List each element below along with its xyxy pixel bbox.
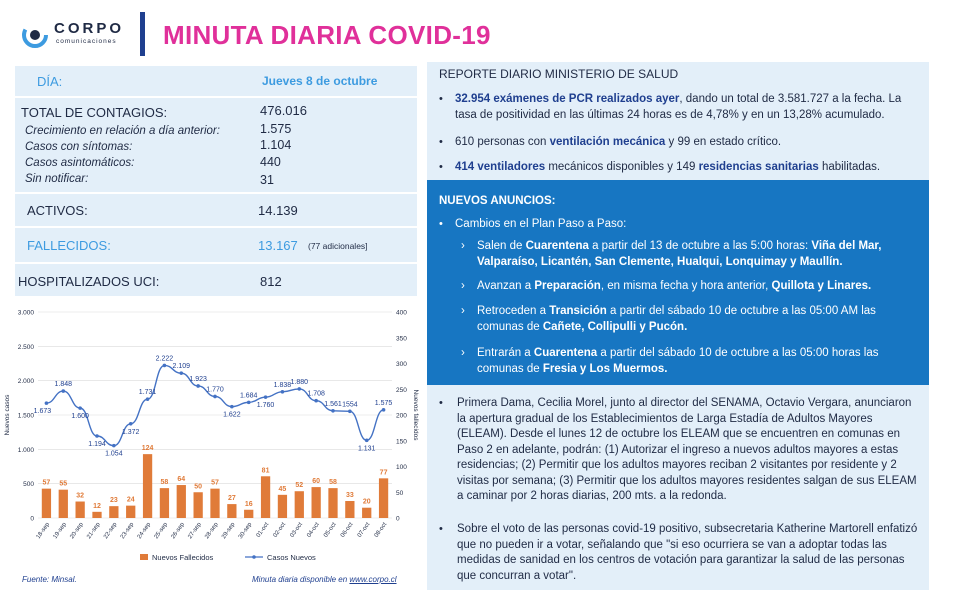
point-casos-nuevos (314, 399, 318, 403)
report-vtr-bold2: residencias sanitarias (698, 161, 819, 173)
left-axis-label: Nuevos casos (4, 394, 11, 436)
bar-nuevos-fallecidos (76, 502, 85, 518)
asintomaticos-value: 440 (260, 155, 281, 169)
report-vtr-b: habilitadas. (818, 161, 881, 173)
line-data-label: 1.923 (189, 375, 207, 383)
x-tick-label: 21-sep (86, 521, 102, 541)
news-panel (427, 180, 929, 385)
footer-avail-text: Minuta diaria disponible en (252, 575, 350, 584)
bar-nuevos-fallecidos (194, 492, 203, 518)
right-tick-label: 100 (396, 464, 407, 471)
bar-nuevos-fallecidos (210, 489, 219, 518)
report-heading: REPORTE DIARIO MINISTERIO DE SALUD (439, 67, 679, 81)
news-i4-a: Entrarán a (477, 347, 534, 359)
total-value: 476.016 (260, 103, 307, 118)
point-casos-nuevos (163, 364, 167, 368)
point-casos-nuevos (95, 434, 99, 438)
report-pcr-rest: , dando un total de 3.581.727 a la fecha. La tasa de positividad en las últimas 24 horas es de 4,78% y en un 13,28% acumulado. (455, 93, 902, 121)
point-casos-nuevos (129, 422, 133, 426)
bar-data-label: 77 (379, 469, 388, 477)
sin-notificar-value: 31 (260, 173, 274, 187)
line-data-label: 1.622 (223, 411, 241, 419)
point-casos-nuevos (112, 444, 116, 448)
uci-value: 812 (260, 274, 282, 289)
bar-data-label: 60 (312, 478, 321, 486)
news-i2-bold2: Quillota y Linares. (771, 280, 872, 292)
brand-tagline: comunicaciones (56, 38, 117, 45)
legend-fallecidos-label: Nuevos Fallecidos (152, 553, 214, 562)
bar-data-label: 57 (211, 479, 219, 487)
line-data-label: 1.731 (138, 389, 157, 397)
bullet-icon: • (439, 161, 443, 173)
right-tick-label: 350 (396, 335, 407, 343)
point-casos-nuevos (45, 401, 49, 405)
right-tick-label: 0 (396, 515, 400, 523)
news-heading: NUEVOS ANUNCIOS: (439, 195, 556, 207)
footer-source: Fuente: Minsal. (22, 575, 77, 584)
x-tick-label: 02-oct (272, 521, 288, 539)
line-data-label: 1.054 (105, 450, 123, 458)
news-i3-b: a partir del sábado 10 de octubre a las 05:00 AM las comunas de (477, 305, 876, 333)
point-casos-nuevos (348, 409, 352, 413)
row-dia (15, 66, 417, 96)
line-data-label: 1.848 (54, 381, 73, 389)
row-activos (15, 194, 417, 226)
note-voto: Sobre el voto de las personas covid-19 positivo, subsecretaria Katherine Martorell enfatizó que no pueden ir a votar, señalando que "si eso ocurriera se van a adoptar todas las medidas de sanidad en los centros de votación para garantizar la salud de las personas que concurran a votar". (457, 523, 918, 582)
bar-nuevos-fallecidos (160, 488, 169, 518)
fallecidos-note: (77 adicionales] (308, 241, 368, 251)
point-casos-nuevos (382, 408, 386, 412)
bar-data-label: 16 (244, 500, 253, 508)
right-axis-label: Nuevos fallecidos (412, 389, 419, 441)
corpo-logo-icon (22, 22, 48, 48)
x-tick-label: 03-oct (289, 521, 304, 539)
line-data-label: 1.561 (324, 400, 342, 408)
left-tick-label: 1.000 (17, 446, 34, 454)
point-casos-nuevos (213, 395, 217, 399)
line-data-label: 1.838 (273, 381, 292, 389)
line-data-label: 1.372 (121, 428, 140, 436)
dia-value: Jueves 8 de octubre (262, 74, 378, 88)
news-i1-b: a partir del 13 de octubre a las 5:00 horas: (588, 240, 812, 252)
x-tick-label: 28-sep (204, 521, 220, 541)
line-data-label: 1.760 (256, 402, 275, 410)
legend-casos-marker (252, 555, 256, 559)
line-data-label: 1.770 (206, 386, 224, 394)
x-tick-label: 27-sep (187, 521, 203, 541)
notes-panel (427, 385, 929, 590)
right-tick-label: 300 (396, 361, 407, 368)
bar-data-label: 23 (109, 497, 118, 505)
right-tick-label: 400 (396, 309, 407, 317)
line-data-label: 1.708 (307, 390, 325, 398)
point-casos-nuevos (179, 371, 183, 375)
news-i2-a: Avanzan a (477, 280, 535, 292)
bar-nuevos-fallecidos (278, 495, 287, 518)
news-item-avanzan (477, 279, 917, 295)
line-data-label: 1.131 (357, 445, 376, 453)
sintomas-label: Casos con síntomas: (25, 141, 133, 153)
left-tick-label: 2.500 (17, 343, 34, 351)
news-i2-b: , en misma fecha y hora anterior, (600, 280, 772, 292)
bullet-icon: • (439, 397, 443, 409)
x-tick-label: 22-sep (103, 521, 119, 541)
report-vent-a: 610 personas con (455, 136, 550, 148)
bar-nuevos-fallecidos (379, 478, 388, 518)
bullet-icon: • (439, 218, 443, 230)
footer-url-link[interactable]: www.corpo.cl (349, 575, 397, 584)
bar-data-label: 52 (295, 482, 304, 490)
left-tick-label: 0 (30, 515, 34, 523)
news-i3-bold1: Transición (549, 305, 607, 317)
bar-data-label: 81 (261, 467, 270, 475)
row-total (15, 98, 417, 192)
line-data-label: 1.880 (290, 378, 309, 386)
point-casos-nuevos (365, 439, 369, 443)
x-tick-label: 23-sep (119, 521, 136, 541)
report-vent-b: y 99 en estado crítico. (665, 136, 782, 148)
x-tick-label: 26-sep (170, 521, 186, 541)
point-casos-nuevos (281, 390, 285, 394)
row-fallecidos (15, 228, 417, 262)
line-data-label: 1.673 (33, 408, 52, 416)
point-casos-nuevos (264, 395, 268, 399)
news-i4-bold1: Cuarentena (533, 347, 598, 359)
fallecidos-value: 13.167 (258, 238, 298, 253)
right-tick-label: 250 (396, 386, 407, 394)
footer-availability (252, 575, 397, 584)
line-data-label: 1.684 (239, 392, 258, 400)
bar-nuevos-fallecidos (109, 506, 118, 518)
news-i4-bold2: Fresia y Los Muermos. (542, 362, 668, 375)
chevron-icon: › (461, 240, 465, 252)
point-casos-nuevos (230, 405, 234, 409)
news-i2-bold1: Preparación (534, 280, 601, 292)
point-casos-nuevos (146, 397, 150, 401)
line-data-label: 1554 (342, 401, 358, 409)
news-i1-bold1: Cuarentena (525, 240, 589, 252)
report-item-ventilacion (455, 135, 920, 151)
bullet-icon: • (439, 93, 443, 105)
x-tick-label: 20-sep (69, 521, 85, 541)
asintomaticos-label: Casos asintomáticos: (25, 157, 135, 169)
bar-nuevos-fallecidos (362, 508, 371, 518)
line-data-label: 2.222 (155, 355, 174, 363)
report-vtr-a: mecánicos disponibles y 149 (545, 161, 699, 173)
bar-nuevos-fallecidos (59, 490, 68, 518)
bar-nuevos-fallecidos (244, 510, 253, 518)
legend-casos-label: Casos Nuevos (267, 553, 316, 562)
header-divider (140, 12, 145, 56)
x-tick-label: 25-sep (153, 521, 170, 541)
bar-data-label: 24 (126, 496, 135, 504)
point-casos-nuevos (331, 409, 335, 413)
sintomas-value: 1.104 (260, 138, 292, 152)
point-casos-nuevos (78, 406, 82, 410)
bar-data-label: 12 (93, 502, 101, 510)
x-tick-label: 18-sep (35, 521, 52, 541)
left-tick-label: 3.000 (17, 309, 34, 317)
fallecidos-label: FALLECIDOS: (27, 238, 111, 253)
point-casos-nuevos (247, 401, 251, 405)
bar-data-label: 20 (362, 498, 371, 506)
sin-notificar-label: Sin notificar: (25, 173, 89, 185)
news-i4-b: a partir del sábado 10 de octubre a las 05:00 horas las comunas de (477, 347, 879, 375)
x-tick-label: 29-sep (221, 521, 237, 541)
news-i1-bold2: Viña del Mar, Valparaíso, Licantén, San Clemente, Hualqui, Lonquimay y Maullín. (477, 240, 882, 268)
news-i1-a: Salen de (477, 240, 526, 252)
x-tick-label: 07-oct (356, 521, 372, 539)
bar-data-label: 58 (329, 479, 337, 487)
bar-data-label: 57 (42, 479, 51, 487)
total-label: TOTAL DE CONTAGIOS: (21, 105, 168, 120)
bar-data-label: 33 (345, 492, 354, 500)
point-casos-nuevos (297, 387, 301, 391)
crecimiento-value: 1.575 (260, 122, 292, 136)
brand-name: CORPO (54, 20, 125, 37)
report-item-ventiladores (455, 160, 920, 176)
legend-fallecidos-swatch (140, 554, 148, 560)
news-item-entraran (477, 346, 917, 377)
bar-nuevos-fallecidos (261, 476, 270, 518)
chevron-icon: › (461, 305, 465, 317)
report-vent-bold: ventilación mecánica (549, 136, 666, 148)
x-tick-label: 04-oct (306, 521, 321, 539)
bar-nuevos-fallecidos (328, 488, 337, 518)
bar-nuevos-fallecidos (295, 491, 304, 518)
bar-nuevos-fallecidos (312, 487, 321, 518)
page-title: MINUTA DIARIA COVID-19 (163, 20, 491, 50)
point-casos-nuevos (61, 389, 65, 393)
bar-data-label: 45 (278, 485, 287, 493)
activos-value: 14.139 (258, 203, 298, 218)
bar-nuevos-fallecidos (227, 504, 236, 518)
bar-data-label: 64 (177, 476, 186, 484)
covid-chart (0, 300, 420, 570)
left-tick-label: 2.000 (17, 378, 34, 386)
bar-data-label: 50 (194, 483, 203, 491)
point-casos-nuevos (196, 384, 200, 388)
bar-nuevos-fallecidos (42, 489, 51, 518)
x-tick-label: 19-sep (52, 521, 68, 541)
bullet-icon: • (439, 136, 443, 148)
bar-nuevos-fallecidos (92, 512, 101, 518)
activos-label: ACTIVOS: (27, 203, 88, 218)
dia-label: DÍA: (37, 74, 63, 89)
crecimiento-label: Crecimiento en relación a día anterior: (25, 125, 220, 137)
bar-data-label: 55 (59, 480, 68, 488)
line-data-label: 2.109 (172, 363, 191, 371)
bar-data-label: 27 (227, 495, 236, 503)
report-item-pcr (455, 92, 920, 123)
x-tick-label: 05-oct (323, 521, 338, 539)
news-intro: Cambios en el Plan Paso a Paso: (455, 218, 627, 230)
news-i3-bold2: Cañete, Collipulli y Pucón. (542, 320, 688, 333)
news-item-retroceden (477, 304, 917, 335)
bar-nuevos-fallecidos (126, 506, 135, 518)
chevron-icon: › (461, 347, 465, 359)
bar-data-label: 58 (160, 479, 169, 487)
x-tick-label: 30-sep (237, 521, 254, 541)
chevron-icon: › (461, 280, 465, 292)
x-tick-label: 06-oct (340, 521, 355, 539)
x-tick-label: 24-sep (136, 521, 153, 541)
bar-data-label: 124 (141, 445, 154, 453)
line-data-label: 1.600 (71, 413, 89, 421)
report-panel (427, 62, 929, 180)
bar-nuevos-fallecidos (143, 454, 152, 518)
right-tick-label: 50 (396, 489, 404, 497)
uci-label: HOSPITALIZADOS UCI: (18, 274, 160, 289)
bar-data-label: 32 (76, 492, 85, 500)
report-pcr-bold: 32.954 exámenes de PCR realizados ayer (455, 93, 680, 105)
news-i3-a: Retroceden a (477, 305, 550, 317)
line-data-label: 1.575 (374, 399, 393, 407)
left-tick-label: 500 (23, 481, 34, 489)
bar-nuevos-fallecidos (177, 485, 186, 518)
bullet-icon: • (439, 523, 443, 535)
row-uci (15, 264, 417, 296)
right-tick-label: 200 (396, 412, 407, 420)
line-data-label: 1.194 (88, 441, 106, 449)
bar-nuevos-fallecidos (345, 501, 354, 518)
x-tick-label: 08-oct (373, 521, 389, 539)
left-tick-label: 1.500 (17, 412, 34, 420)
note-eleam: Primera Dama, Cecilia Morel, junto al director del SENAMA, Octavio Vergara, anunciaron la apertura gradual de los Establecimientos de Larga Estadía de Adultos Mayores (ELEAM). Desde el lunes 12 de octubre los ELEAM que se encuentren en comunas en Paso 2 en adelante, podrán: (1) Autorizar el ingreso a nuevos adultos mayores a estas residencias; (2) Permitir que los adultos mayores reciban 2 visitantes por residente y 2 visitas por semana; (3) Permitir que los adultos mayores residentes salgan de sus ELEAM a caminar por 2 horas diarias, 200 mts. a la redonda. (457, 397, 917, 502)
news-item-salen (477, 239, 917, 270)
right-tick-label: 150 (396, 438, 407, 446)
report-vtr-bold1: 414 ventiladores (455, 161, 546, 173)
x-tick-label: 01-oct (255, 521, 271, 539)
